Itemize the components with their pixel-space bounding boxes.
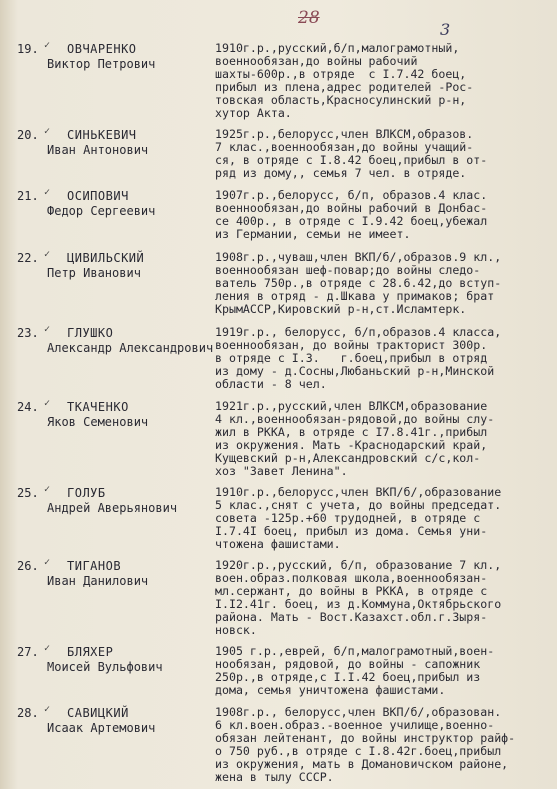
check-mark-icon: ✓: [44, 126, 51, 137]
entry-description: 1925г.р.,белорусс,член ВЛКСМ,образов. 7 клас.,военнообязан,до войны учащий- ся, в отряде с I.8.42 боец,прибыл в от- ряд из дому,, семья 7 чел. в отряде.: [215, 127, 488, 180]
entry-number: 27.: [17, 645, 39, 659]
entry-number: 22.: [17, 251, 39, 265]
entry-description: 1908г.р.,чуваш,член ВКП/б/,образов.9 кл., военнообязан шеф-повар;до войны следо- ватель 750р.,в отряде с 28.6.42,до вступ- ления в отряд - д.Шкава у примаков; брат КрымАССР,Кировский р-н,ст.Исламтерк.: [215, 250, 502, 316]
entry-number: 20.: [17, 128, 39, 142]
check-mark-icon: ✓: [44, 398, 51, 409]
page-number-struck: 28: [298, 8, 320, 28]
check-mark-icon: ✓: [44, 249, 51, 260]
check-mark-icon: ✓: [44, 643, 51, 654]
entry-given-name: Александр Александрович: [47, 341, 214, 355]
entry-description: 1919г.р., белорусс, б/п,образов.4 класса, военнообязан, до войны тракторист 300р. в отряде с I.3. г.боец,прибыл в отряд из дому - д.Сосны,Любаньский р-н,Минской области - 8 чел.: [215, 325, 502, 391]
entry-given-name: Иван Данилович: [47, 574, 149, 588]
entry-given-name: Петр Иванович: [47, 266, 141, 280]
check-mark-icon: ✓: [44, 40, 51, 51]
check-mark-icon: ✓: [44, 324, 51, 335]
entry-given-name: Виктор Петрович: [47, 57, 156, 71]
entry-surname: СИНЬКЕВИЧ: [67, 128, 137, 142]
entry-description: 1921г.р.,русский,член ВЛКСМ,образование 4 кл.,военнообязан-рядовой,до войны слу- жил в РККА, в отряде с I7.8.41г.,прибыл из окружения. Мать -Краснодарский край, Кущевский р-н,Александровский с/с,кол- хоз "Завет Ленина".: [215, 399, 495, 478]
entry-number: 23.: [17, 326, 39, 340]
entry-surname: ТКАЧЕНКО: [67, 400, 129, 414]
entry-description: 1908г.р., белорусс,член ВКП/б/,образован. 6 кл.воен.образ.-военное училище,военно- обязан лейтенант, до войны инструктор райф- о 750 руб.,в отряде с I.8.42г.боец,прибыл из окружения, мать в Домановичском районе, жена в тылу СССР.: [215, 705, 516, 784]
entry-description: 1905 г.р.,еврей, б/п,малограмотный,воен- нообязан, рядовой, до войны - сапожник 250р.,в отряде,с I.I.42 боец,прибыл из дома, семья уничтожена фашистами.: [215, 644, 495, 697]
check-mark-icon: ✓: [44, 484, 51, 495]
page-number: 3: [440, 20, 451, 39]
entry-surname: ОВЧАРЕНКО: [67, 42, 137, 56]
entry-surname: САВИЦКИЙ: [67, 706, 129, 720]
entry-surname: ОСИПОВИЧ: [67, 189, 129, 203]
entry-surname: ГОЛУБ: [67, 486, 106, 500]
entry-surname: ГЛУШКО: [67, 326, 114, 340]
entry-number: 28.: [17, 706, 39, 720]
entry-given-name: Иван Антонович: [47, 143, 149, 157]
entry-given-name: Андрей Аверьянович: [47, 501, 178, 515]
entry-surname: БЛЯХЕР: [67, 645, 114, 659]
entry-number: 19.: [17, 42, 39, 56]
entry-description: 1907г.р.,белорусс, б/п, образов.4 клас. военнообязан,до войны рабочий в Донбас- се 400р., в отряде с I.9.42 боец,убежал из Германии, семьи не имеет.: [215, 188, 488, 241]
entry-number: 26.: [17, 559, 39, 573]
entry-description: 1910г.р.,русский,б/п,малограмотный, военнообязан,до войны рабочий шахты-600р.,в отряде с I.7.42 боец, прибыл из плена,адрес родителей -Рос- товская область,Красносулинский р-н, хутор Акта.: [215, 41, 474, 120]
check-mark-icon: ✓: [44, 187, 51, 198]
entry-number: 25.: [17, 486, 39, 500]
entry-given-name: Исаак Артемович: [47, 721, 156, 735]
check-mark-icon: ✓: [44, 557, 51, 568]
entry-given-name: Моисей Вульфович: [47, 660, 163, 674]
entry-surname: ЦИВИЛЬСКИЙ: [67, 251, 145, 265]
entry-surname: ТИГАНОВ: [67, 559, 122, 573]
entry-number: 24.: [17, 400, 39, 414]
check-mark-icon: ✓: [44, 704, 51, 715]
entry-description: 1920г.р.,русский, б/п, образование 7 кл., воен.образ.полковая школа,военнообязан- мл.сержант, до войны в РККА, в отряде с I.I2.41г. боец, из д.Коммуна,Октябрьского района. Мать - Вост.Казахст.обл.г.Зыря- новск.: [215, 558, 502, 637]
entry-number: 21.: [17, 189, 39, 203]
entry-given-name: Яков Семенович: [47, 415, 149, 429]
entry-given-name: Федор Сергеевич: [47, 204, 156, 218]
entry-description: 1910г.р.,белорусс,член ВКП/б/,образование 5 клас.,снят с учета, до войны председат. совета -125р.+60 трудодней, в отряде с I.7.4I боец, прибыл из дома. Семья уни- чтожена фашистами.: [215, 485, 502, 551]
